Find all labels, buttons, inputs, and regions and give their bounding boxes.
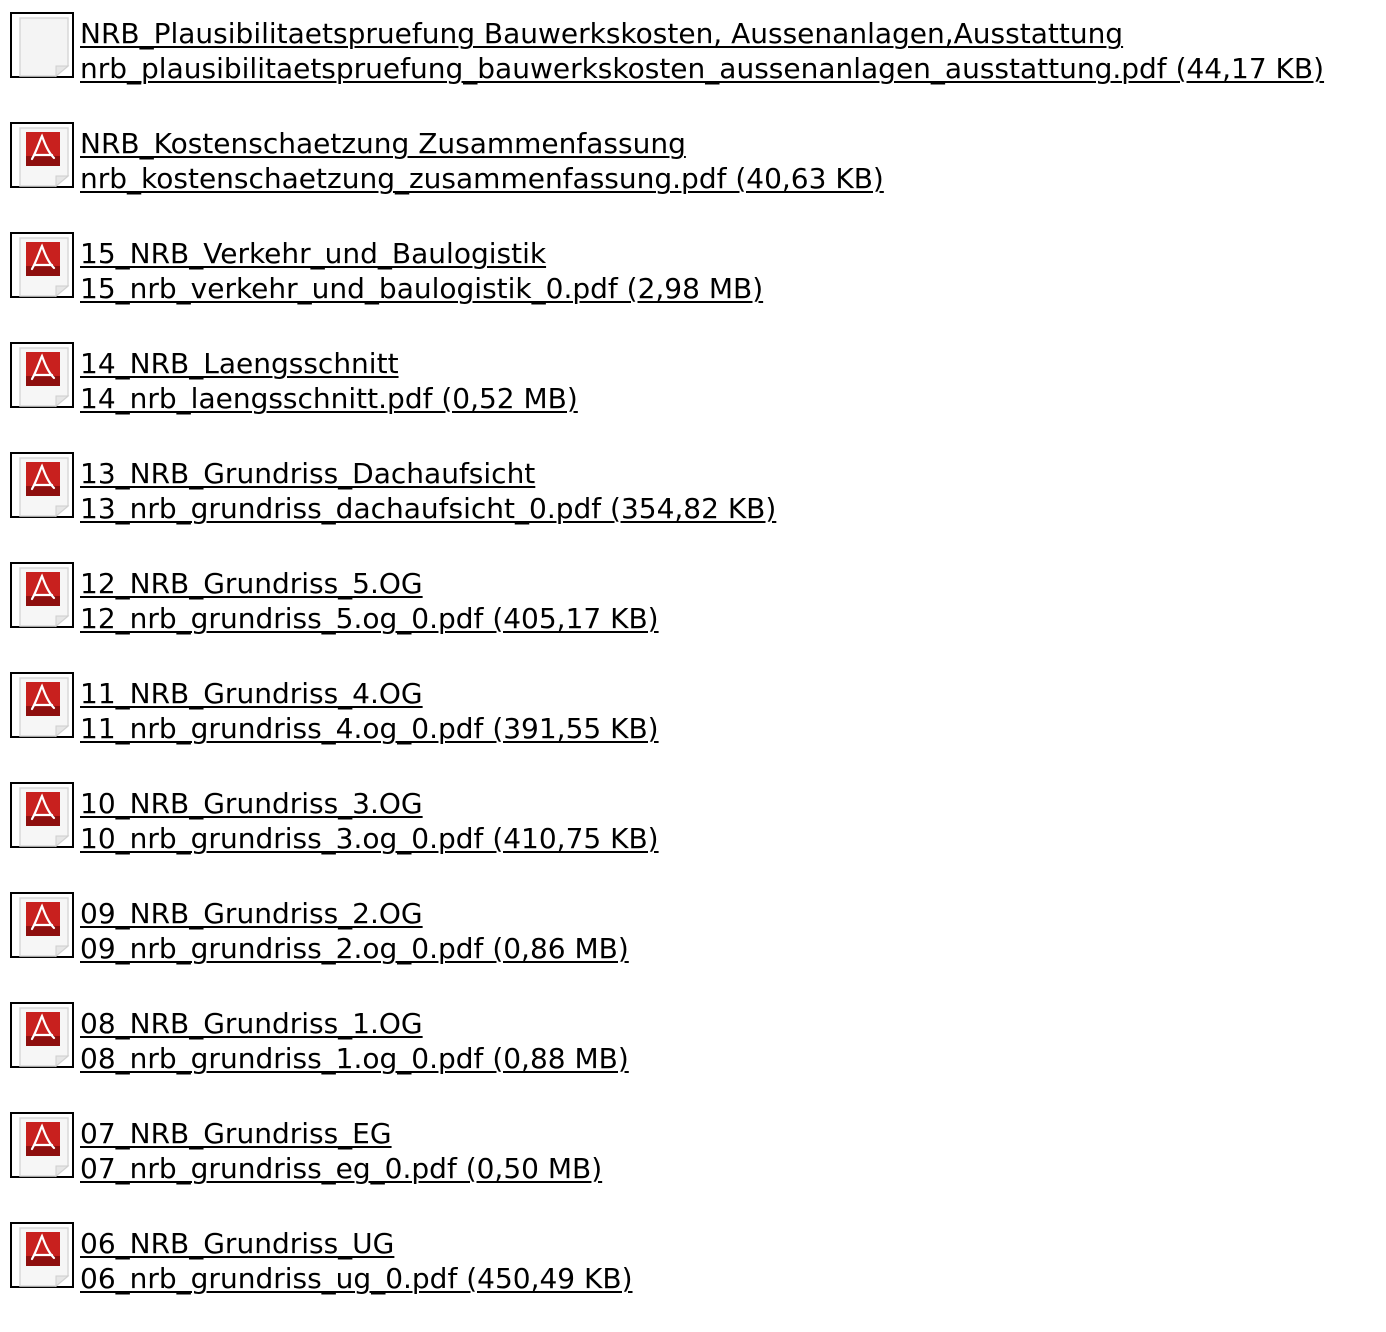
file-item bbox=[10, 672, 1386, 782]
pdf-icon bbox=[10, 672, 74, 738]
pdf-icon bbox=[10, 1002, 74, 1068]
file-download-link[interactable]: 06_nrb_grundriss_ug_0.pdf (450,49 KB) bbox=[80, 1262, 633, 1295]
file-title-link[interactable]: 12_NRB_Grundriss_5.OG bbox=[80, 567, 423, 600]
file-item bbox=[10, 1222, 1386, 1332]
file-title-link[interactable]: 14_NRB_Laengsschnitt bbox=[80, 347, 399, 380]
file-item bbox=[10, 12, 1386, 122]
file-title-link[interactable]: 07_NRB_Grundriss_EG bbox=[80, 1117, 392, 1150]
file-download-link[interactable]: 09_nrb_grundriss_2.og_0.pdf (0,86 MB) bbox=[80, 932, 629, 965]
pdf-icon bbox=[10, 1112, 74, 1178]
file-download-link[interactable]: 13_nrb_grundriss_dachaufsicht_0.pdf (354,82 KB) bbox=[80, 492, 777, 525]
file-download-link[interactable]: 14_nrb_laengsschnitt.pdf (0,52 MB) bbox=[80, 382, 578, 415]
file-download-link[interactable]: nrb_kostenschaetzung_zusammenfassung.pdf (40,63 KB) bbox=[80, 162, 884, 195]
generic-file-icon bbox=[10, 12, 74, 78]
file-item bbox=[10, 122, 1386, 232]
file-title-link[interactable]: 15_NRB_Verkehr_und_Baulogistik bbox=[80, 237, 547, 270]
file-list bbox=[10, 12, 1386, 1332]
file-download-link[interactable]: 15_nrb_verkehr_und_baulogistik_0.pdf (2,98 MB) bbox=[80, 272, 764, 305]
file-title-link[interactable]: 10_NRB_Grundriss_3.OG bbox=[80, 787, 423, 820]
pdf-icon bbox=[10, 342, 74, 408]
file-item bbox=[10, 342, 1386, 452]
file-item bbox=[10, 1002, 1386, 1112]
file-item bbox=[10, 782, 1386, 892]
file-title-link[interactable]: 08_NRB_Grundriss_1.OG bbox=[80, 1007, 423, 1040]
file-title-link[interactable]: NRB_Kostenschaetzung Zusammenfassung bbox=[80, 127, 686, 160]
pdf-icon bbox=[10, 232, 74, 298]
file-title-link[interactable]: 13_NRB_Grundriss_Dachaufsicht bbox=[80, 457, 536, 490]
file-item bbox=[10, 892, 1386, 1002]
pdf-icon bbox=[10, 782, 74, 848]
file-download-link[interactable]: nrb_plausibilitaetspruefung_bauwerkskosten_aussenanlagen_ausstattung.pdf (44,17 KB) bbox=[80, 52, 1325, 85]
file-title-link[interactable]: 11_NRB_Grundriss_4.OG bbox=[80, 677, 423, 710]
pdf-icon bbox=[10, 892, 74, 958]
file-download-link[interactable]: 11_nrb_grundriss_4.og_0.pdf (391,55 KB) bbox=[80, 712, 659, 745]
file-download-link[interactable]: 07_nrb_grundriss_eg_0.pdf (0,50 MB) bbox=[80, 1152, 603, 1185]
pdf-icon bbox=[10, 562, 74, 628]
file-title-link[interactable]: 09_NRB_Grundriss_2.OG bbox=[80, 897, 423, 930]
file-download-link[interactable]: 08_nrb_grundriss_1.og_0.pdf (0,88 MB) bbox=[80, 1042, 629, 1075]
file-download-link[interactable]: 12_nrb_grundriss_5.og_0.pdf (405,17 KB) bbox=[80, 602, 659, 635]
pdf-icon bbox=[10, 452, 74, 518]
file-item bbox=[10, 232, 1386, 342]
file-title-link[interactable]: NRB_Plausibilitaetspruefung Bauwerkskosten, Aussenanlagen,Ausstattung bbox=[80, 17, 1124, 50]
file-download-link[interactable]: 10_nrb_grundriss_3.og_0.pdf (410,75 KB) bbox=[80, 822, 659, 855]
pdf-icon bbox=[10, 1222, 74, 1288]
file-item bbox=[10, 562, 1386, 672]
pdf-icon bbox=[10, 122, 74, 188]
file-item bbox=[10, 1112, 1386, 1222]
file-title-link[interactable]: 06_NRB_Grundriss_UG bbox=[80, 1227, 395, 1260]
file-item bbox=[10, 452, 1386, 562]
